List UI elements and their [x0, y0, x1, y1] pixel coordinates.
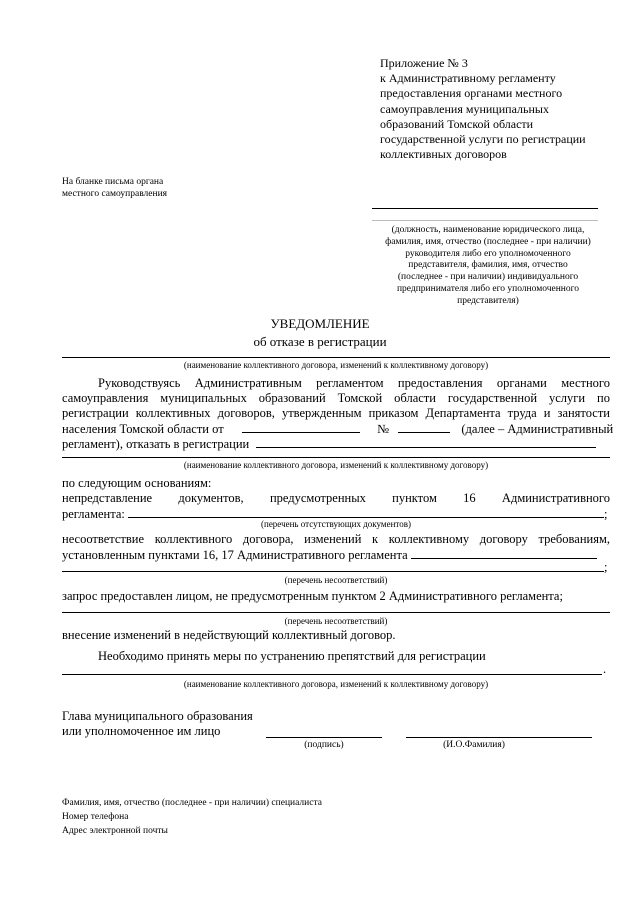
measures-agreement-field[interactable]	[62, 674, 602, 675]
letterhead-line: местного самоуправления	[62, 189, 168, 199]
letterhead-line: На бланке письма органа	[62, 177, 164, 187]
inconsistency-field[interactable]	[411, 547, 597, 559]
annex-line: самоуправления муниципальных	[380, 101, 549, 116]
reason-2-cont	[62, 547, 597, 563]
caption-line: фамилия, имя, отчество (последнее - при наличии)	[385, 236, 591, 247]
intro-line-4	[62, 421, 613, 437]
caption-line: представителя)	[457, 295, 519, 306]
annex-line: предоставления органами местного	[380, 86, 563, 101]
name-field[interactable]	[406, 737, 592, 738]
signature-field[interactable]	[266, 737, 382, 738]
period: .	[603, 662, 607, 676]
agreement-caption: (наименование коллективного договора, изменений к коллективному договору)	[183, 679, 489, 689]
order-date-field[interactable]	[242, 421, 360, 433]
annex-line: образований Томской области	[380, 116, 534, 131]
measures-text: Необходимо принять меры по устранению препятствий для регистрации	[98, 649, 486, 663]
signatory-line-2: или уполномоченное им лицо	[62, 724, 221, 738]
document-subtitle: об отказе в регистрации	[253, 334, 387, 349]
addressee-caption	[360, 225, 616, 308]
annex-line: коллективных договоров	[380, 147, 507, 162]
refusal-text: регламент), отказать в регистрации	[62, 437, 250, 451]
reason-1: непредставление документов, предусмотренных пунктом 16 Административного	[62, 491, 610, 505]
inconsistency-field-2[interactable]	[62, 612, 610, 613]
annex-line: государственной услуги по регистрации	[380, 132, 586, 147]
name-caption: (И.О.Фамилия)	[443, 740, 505, 750]
grounds-label: по следующим основаниям:	[62, 476, 212, 490]
caption-line: предпринимателя либо его уполномоченного	[396, 283, 580, 294]
addressee-field-line[interactable]	[372, 220, 598, 221]
caption-line: (последнее - при наличии) индивидуального	[397, 272, 579, 283]
specialist-footer	[62, 796, 322, 838]
letterhead-note	[62, 176, 167, 200]
inconsistency-field-cont[interactable]	[62, 571, 604, 572]
reason-2-label: установленным пунктами 16, 17 Административного регламента	[62, 548, 408, 562]
semicolon: ;	[604, 507, 608, 521]
reason-1-label: регламента:	[62, 507, 125, 521]
inconsistency-caption: (перечень несоответствий)	[284, 616, 388, 626]
reason-3: запрос предоставлен лицом, не предусмотренным пунктом 2 Административного регламента;	[62, 589, 563, 603]
order-number-field[interactable]	[398, 421, 450, 433]
reason-2: несоответствие коллективного договора, изменений к коллективному договору требованиям,	[62, 532, 610, 546]
agreement-caption: (наименование коллективного договора, изменений к коллективному договору)	[183, 360, 489, 370]
annex-line: Приложение № 3	[380, 56, 468, 70]
signatory-line-1: Глава муниципального образования	[62, 709, 253, 723]
reason-4: внесение изменений в недействующий коллективный договор.	[62, 628, 396, 642]
specialist-name-label: Фамилия, имя, отчество (последнее - при наличии) специалиста	[62, 798, 322, 808]
intro-paragraph: Руководствуясь Административным регламентом предоставления органами местного самоуправления муниципальных образований Томской области государственной услуги по регистрации коллективных договоров, утвержденным приказом Департамента труда и занятости населения Томской области от	[62, 376, 610, 436]
caption-line: (должность, наименование юридического лица,	[391, 225, 585, 235]
missing-docs-field[interactable]	[128, 506, 604, 518]
caption-line: представителя, фамилия, имя, отчество	[408, 260, 568, 271]
intro-line-5	[62, 436, 596, 452]
refusal-agreement-field-cont[interactable]	[62, 457, 610, 458]
email-label: Адрес электронной почты	[62, 826, 168, 836]
phone-label: Номер телефона	[62, 812, 129, 822]
intro-end: (далее – Административный	[461, 422, 614, 436]
semicolon: ;	[604, 560, 608, 574]
caption-line: руководителя либо его уполномоченного	[405, 248, 571, 259]
agreement-caption: (наименование коллективного договора, изменений к коллективному договору)	[183, 460, 489, 470]
annex-line: к Административному регламенту	[380, 71, 556, 86]
refusal-agreement-field[interactable]	[256, 436, 596, 448]
addressee-field-line[interactable]	[372, 208, 598, 209]
document-title: УВЕДОМЛЕНИЕ	[270, 316, 370, 331]
signature-caption: (подпись)	[304, 740, 344, 750]
number-sign: №	[377, 422, 390, 436]
missing-docs-caption: (перечень отсутствующих документов)	[261, 519, 411, 529]
annex-header	[380, 56, 630, 162]
inconsistency-caption: (перечень несоответствий)	[284, 575, 388, 585]
agreement-name-field[interactable]	[62, 357, 610, 358]
